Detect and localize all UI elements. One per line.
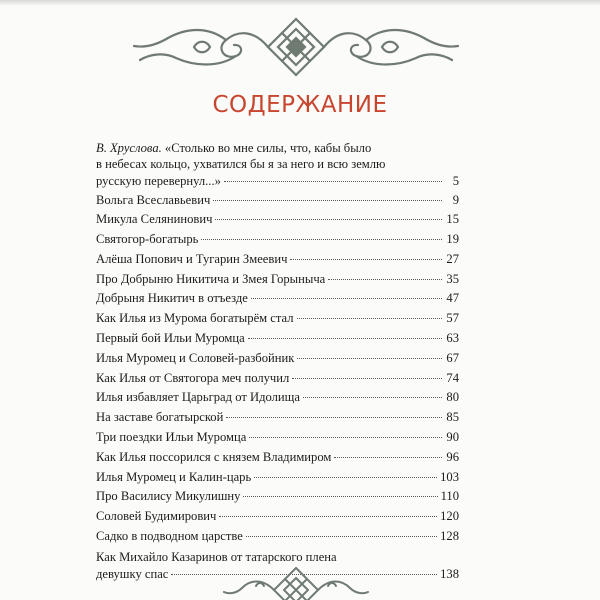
toc-entry-page: 103: [440, 469, 459, 484]
dot-leader: [303, 397, 442, 398]
toc-entry-title: Илья избавляет Царьград от Идолища: [96, 390, 300, 405]
intro-author: В. Хруслова.: [96, 141, 162, 155]
ornament-bottom-icon: [222, 562, 370, 600]
dot-leader: [246, 536, 437, 537]
toc-entry-page: 63: [446, 331, 459, 346]
toc-entry-title: Соловей Будимирович: [96, 509, 217, 524]
toc-entry-title: Илья Муромец и Калин-царь: [96, 469, 252, 484]
dot-leader: [290, 259, 442, 260]
toc-entry: [96, 250, 459, 270]
dot-leader: [215, 219, 442, 220]
dot-leader: [254, 477, 437, 478]
toc-entry-page: 85: [446, 410, 459, 425]
toc-entry-page: 35: [446, 271, 459, 286]
toc-entry-title: Как Илья поссорился с князем Владимиром: [96, 449, 332, 464]
dot-leader: [249, 437, 442, 438]
toc-entry-page: 5: [452, 174, 459, 188]
dot-leader: [219, 516, 437, 517]
toc-entry-page: 80: [446, 390, 459, 405]
dot-leader: [213, 200, 442, 201]
toc-entry: [96, 172, 459, 191]
toc-entry: [96, 289, 459, 309]
toc-entry-page: 67: [446, 350, 459, 365]
dot-leader: [248, 338, 442, 339]
dot-leader: [251, 298, 442, 299]
toc-entry-title: Святогор-богатырь: [96, 232, 199, 247]
dot-leader: [226, 417, 442, 418]
toc-entry: [96, 191, 459, 211]
toc-entry-title: Алёша Попович и Тугарин Змеевич: [96, 251, 288, 266]
intro-line-1: [96, 141, 459, 157]
toc-entry: [96, 309, 459, 329]
toc-entry: [96, 448, 459, 468]
toc-entry: [96, 487, 459, 507]
toc-entry-page: 9: [452, 192, 459, 207]
toc-entry-title: Илья Муромец и Соловей-разбойник: [96, 350, 295, 365]
toc-entry-page: 57: [446, 311, 459, 326]
toc-entry: [96, 408, 459, 428]
toc-entry-page: 19: [446, 232, 459, 247]
toc-entry: [96, 270, 459, 290]
toc-entry-title: Первый бой Ильи Муромца: [96, 331, 245, 346]
toc-entry: [96, 329, 459, 349]
toc-entry: [96, 527, 459, 547]
toc-entry: [96, 388, 459, 408]
intro-line-2: в небесах кольцо, ухватился бы я за него и всю землю: [96, 156, 386, 171]
dot-leader: [243, 496, 437, 497]
toc-entry-page: 47: [446, 291, 459, 306]
toc-entry-title: Микула Селянинович: [96, 212, 213, 227]
toc-entry-page: 96: [446, 449, 459, 464]
dot-leader: [328, 279, 442, 280]
toc-entry: [96, 428, 459, 448]
toc-entry-page: 27: [446, 251, 459, 266]
toc-entry-title: На заставе богатырской: [96, 410, 224, 425]
toc-entry-title: Три поездки Ильи Муромца: [96, 430, 247, 445]
toc-entry-title: Про Василису Микулишну: [96, 489, 241, 504]
toc-entry-title: Как Илья от Святогора меч получил: [96, 370, 290, 385]
toc-entry-page: 90: [446, 430, 459, 445]
toc-entry: [96, 468, 459, 488]
toc-entry-page: 128: [440, 529, 459, 544]
page-top-shadow: [0, 0, 600, 6]
dot-leader: [334, 457, 442, 458]
toc-entry: [96, 230, 459, 250]
toc-entry-title: девушку спас: [96, 566, 169, 581]
toc-entry-page: 15: [446, 212, 459, 227]
dot-leader: [201, 239, 442, 240]
toc-entry-title: русскую перевернул...»: [96, 174, 221, 188]
dot-leader: [292, 378, 442, 379]
table-of-contents: [96, 141, 459, 583]
last-entry-line-1: Как Михайло Казаринов от татарского плена: [96, 549, 337, 564]
dot-leader: [224, 181, 442, 182]
toc-entry-page: 138: [440, 566, 459, 581]
toc-entry: [96, 349, 459, 369]
toc-entry-title: Добрыня Никитич в отъезде: [96, 291, 248, 306]
toc-entry-page: 74: [446, 370, 459, 385]
toc-entry-title: Садко в подводном царстве: [96, 529, 243, 544]
ornament-top-icon: [128, 16, 464, 78]
dot-leader: [297, 358, 442, 359]
toc-entry-title: Как Илья из Мурома богатырём стал: [96, 311, 294, 326]
page-title: СОДЕРЖАНИЕ: [212, 92, 388, 118]
toc-entry: [96, 507, 459, 527]
toc-entry-page: 120: [440, 509, 459, 524]
dot-leader: [297, 318, 442, 319]
toc-entry-page: 110: [440, 489, 459, 504]
intro-text-1: «Столько во мне силы, что, кабы было: [164, 141, 372, 155]
toc-entry-title: Про Добрыню Никитича и Змея Горыныча: [96, 271, 326, 286]
toc-entry-title: Вольга Всеславьевич: [96, 192, 211, 207]
toc-entry: [96, 369, 459, 389]
toc-entry: [96, 210, 459, 230]
